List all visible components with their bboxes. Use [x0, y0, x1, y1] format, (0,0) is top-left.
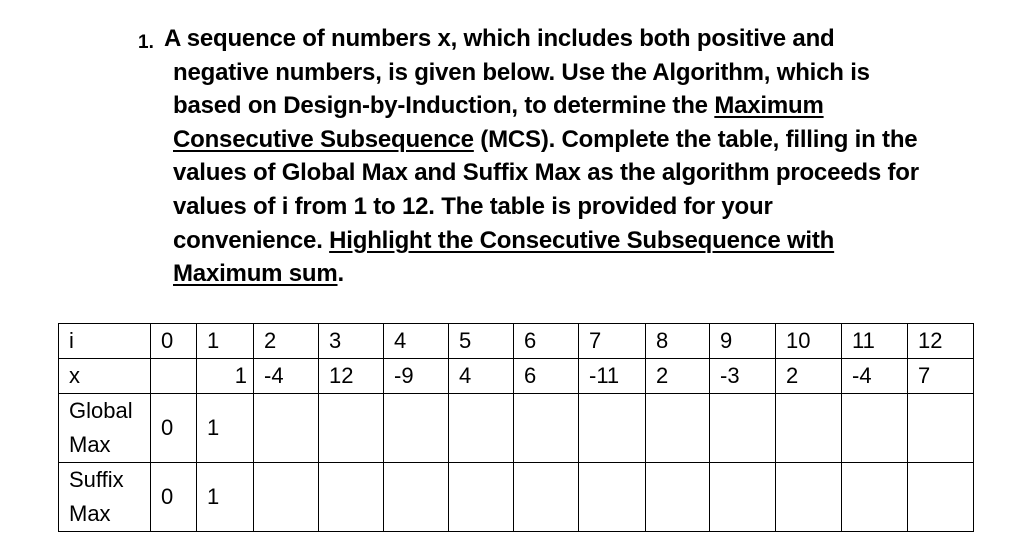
table-cell: 8 — [646, 324, 710, 359]
underlined-text: Highlight the Consecutive Subsequence with — [329, 226, 835, 254]
table-cell: 1 — [197, 394, 254, 463]
table-cell — [319, 463, 384, 532]
question-line — [164, 257, 954, 291]
question-line — [164, 56, 954, 90]
table-cell: 1 — [197, 324, 254, 359]
table-cell — [776, 463, 842, 532]
table-cell — [842, 394, 908, 463]
table-cell — [449, 463, 514, 532]
table-cell: 4 — [384, 324, 449, 359]
table-cell — [254, 463, 319, 532]
text-span: based on Design-by-Induction, to determine the — [173, 92, 715, 120]
row-label: Suffix Max — [59, 463, 151, 532]
table-cell — [776, 394, 842, 463]
table-cell: -4 — [842, 359, 908, 394]
table-cell: 10 — [776, 324, 842, 359]
table-cell: 6 — [514, 324, 579, 359]
table-cell: 0 — [151, 394, 197, 463]
table-cell — [710, 394, 776, 463]
underlined-text: Maximum — [714, 92, 824, 120]
table-cell: 12 — [908, 324, 974, 359]
question-line — [164, 22, 954, 56]
table-cell: 2 — [646, 359, 710, 394]
row-label: Global Max — [59, 394, 151, 463]
table-cell: 12 — [319, 359, 384, 394]
table-cell: 2 — [254, 324, 319, 359]
text-span: values of i from 1 to 12. The table is provided for your — [173, 192, 773, 220]
text-span: A sequence of numbers x, which includes both positive and — [164, 25, 835, 52]
question-number: 1. — [138, 32, 154, 53]
table-cell: -3 — [710, 359, 776, 394]
table-cell — [384, 463, 449, 532]
table-cell: 1 — [197, 463, 254, 532]
text-span: values of Global Max and Suffix Max as the algorithm proceeds for — [173, 159, 919, 187]
table-cell: 11 — [842, 324, 908, 359]
question-line — [164, 89, 954, 123]
table-cell — [842, 463, 908, 532]
mcs-table-body — [59, 324, 974, 532]
table-cell: 4 — [449, 359, 514, 394]
underlined-text: Maximum sum — [173, 260, 338, 288]
text-span: (MCS). Complete the table, filling in the — [473, 125, 918, 153]
table-cell — [449, 394, 514, 463]
table-cell — [514, 394, 579, 463]
table-cell — [384, 394, 449, 463]
row-label: x — [59, 359, 151, 394]
table-row — [59, 463, 974, 532]
table-cell: 0 — [151, 324, 197, 359]
text-span: . — [337, 260, 344, 288]
table-row — [59, 359, 974, 394]
mcs-table — [58, 323, 974, 532]
table-cell — [319, 394, 384, 463]
table-cell — [514, 463, 579, 532]
table-cell: 5 — [449, 324, 514, 359]
table-cell — [908, 463, 974, 532]
question-line — [164, 190, 954, 224]
table-cell: 2 — [776, 359, 842, 394]
table-cell: 6 — [514, 359, 579, 394]
table-cell: 0 — [151, 463, 197, 532]
table-cell: 9 — [710, 324, 776, 359]
table-cell — [151, 359, 197, 394]
table-cell: -11 — [579, 359, 646, 394]
table-cell — [254, 394, 319, 463]
table-cell: -9 — [384, 359, 449, 394]
table-row — [59, 394, 974, 463]
question-line — [164, 123, 954, 157]
text-span: convenience. — [173, 226, 330, 254]
table-cell: 7 — [579, 324, 646, 359]
question-line — [164, 224, 954, 258]
table-cell — [908, 394, 974, 463]
table-row — [59, 324, 974, 359]
underlined-text: Consecutive Subsequence — [173, 125, 474, 153]
table-cell — [579, 394, 646, 463]
question-line — [164, 156, 954, 190]
table-cell: 7 — [908, 359, 974, 394]
question-text — [164, 22, 954, 291]
text-span: negative numbers, is given below. Use the Algorithm, which is — [173, 58, 870, 86]
table-cell — [710, 463, 776, 532]
table-cell: 1 — [197, 359, 254, 394]
table-cell: 3 — [319, 324, 384, 359]
table-cell: -4 — [254, 359, 319, 394]
table-cell — [646, 394, 710, 463]
table-cell — [646, 463, 710, 532]
table-cell — [579, 463, 646, 532]
row-label: i — [59, 324, 151, 359]
